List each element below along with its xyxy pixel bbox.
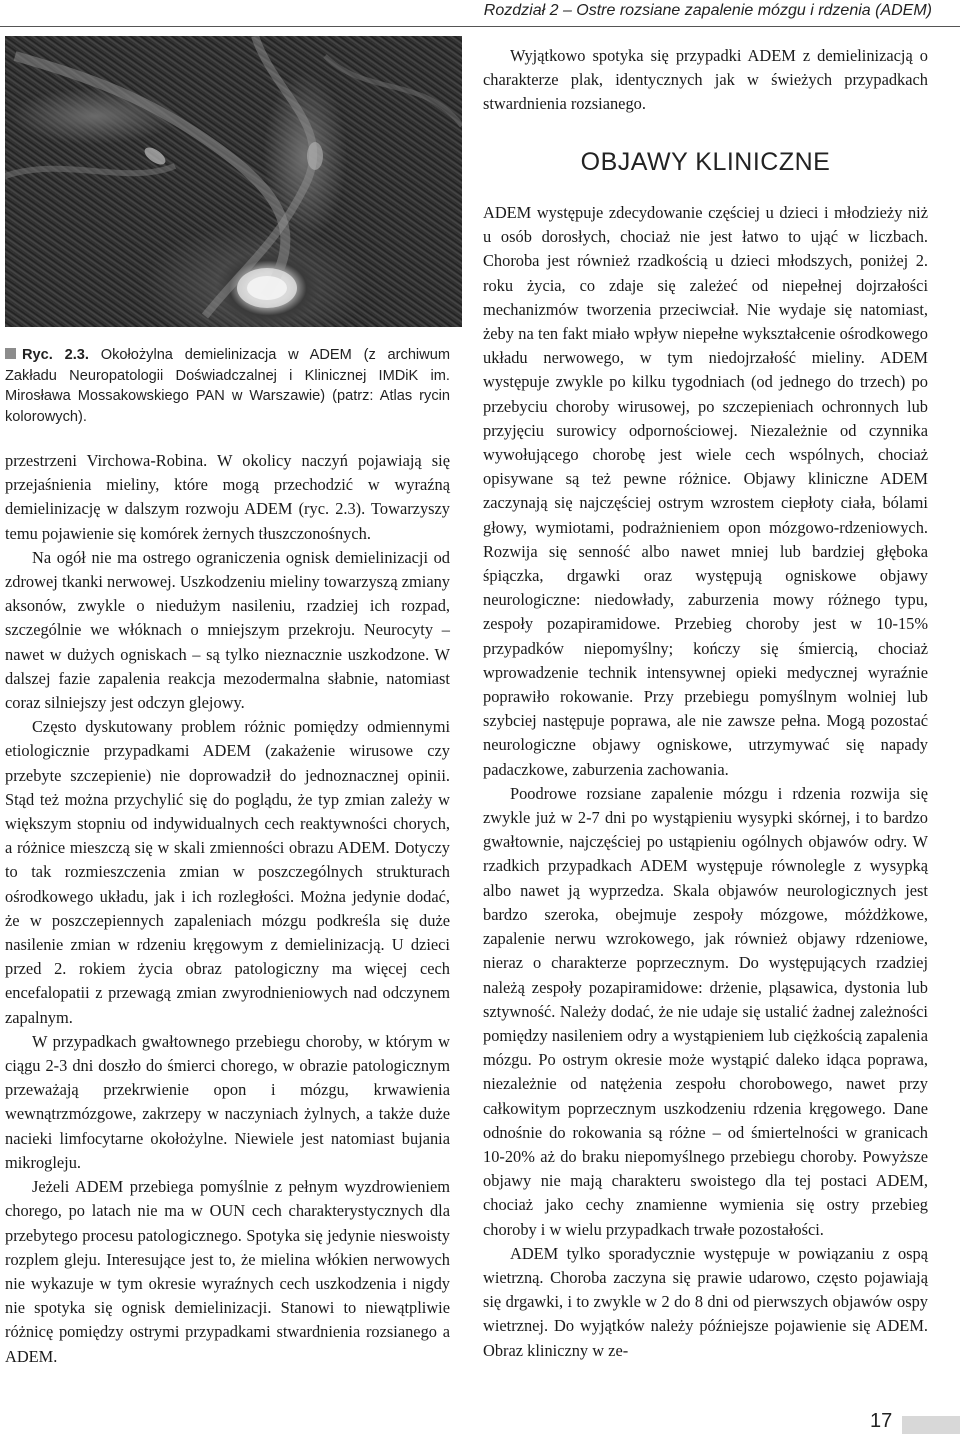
right-top-text <box>483 44 928 117</box>
paragraph: ADEM występuje zdecydowanie częściej u dzieci i młodzieży niż u osób dorosłych, chociaż nie jest łatwo to ująć w liczbach. Choroba jest również rzadkością u dzieci młodszych, poniżej 2. roku życia, co zdaje się zależeć od niepełnej dojrzałości mechanizmów tworzenia przeciwciał. Nie wydaje się natomiast, żeby na ten fakt miało wpływ niepełne wykształcenie ośrodkowego układu nerwowego, w tym niedojrzałość mieliny. ADEM występuje zwykle po kilku tygodniach (od jednego do trzech) po przebyciu choroby wirusowej, po szczepieniach ochronnych lub przyjęciu surowicy odpornościowej. Niezależnie od czynnika wywołującego chorobę jest wiele cech wspólnych, chociaż opisywane są też pewne różnice. Objawy kliniczne ADEM zaczynają się najczęściej ostrym wzrostem ciepłoty ciała, bólami głowy, wymiotami, podrażnieniem opon mózgowo-rdzeniowych. Rozwija się senność albo nawet mniej lub bardziej głęboka śpiączka, drgawki oraz występują ogniskowe objawy neurologiczne: niedowłady, zaburzenia mowy różnego typu, zespoły pozapiramidowe. Przebieg choroby jest w 10-15% przypadków niepomyślny; kończy się śmiercią, chociaż wprowadzenie technik intensywnej opieki medycznej wyraźnie poprawiło rokowanie. Przy przebiegu pomyślnym wolniej lub szybciej następuje poprawa, ale nie zawsze pełna. Mogą pozostać neurologiczne objawy ogniskowe, utrzymywać się napady padaczkowe, zaburzenia zachowania. <box>483 203 928 779</box>
running-header <box>0 0 960 27</box>
page-number: 17 <box>870 1410 893 1432</box>
section-heading: OBJAWY KLINICZNE <box>580 148 831 176</box>
page-number-bar <box>902 1416 960 1434</box>
page-footer <box>870 1410 960 1438</box>
paragraph: W przypadkach gwałtownego przebiegu choroby, w którym w ciągu 2-3 dni doszło do śmierci chorego, w obrazie patologicznym przeważają przekrwienie opon i mózgu, krwawienia wewnątrzmózgowe, zakrzepy w naczyniach żylnych, a także duże nacieki limfocytarne okołożylne. Niewiele jest natomiast bujania mikrogleju. <box>5 1031 450 1172</box>
micrograph-figure <box>5 36 462 327</box>
caption-text: Okołożylna demielinizacja w ADEM (z archiwum Zakładu Neuropatologii Doświadczalnej i Klinicznej IMDiK im. Mirosława Mossakowskiego PAN w Warszawie) (patrz: Atlas rycin kolorowych). <box>5 347 450 425</box>
paragraph: Wyjątkowo spotyka się przypadki ADEM z demielinizacją o charakterze plak, identycznych jak w świeżych przypadkach stwardnienia rozsianego. <box>483 46 928 114</box>
running-title: Rozdział 2 – Ostre rozsiane zapalenie mózgu i rdzenia (ADEM) <box>483 2 932 19</box>
paragraph: Poodrowe rozsiane zapalenie mózgu i rdzenia rozwija się zwykle już w 2-7 dni po wystąpieniu wysypki skórnej, i to bardzo gwałtownie, najczęściej po ustąpieniu ogólnych objawów odry. W rzadkich przypadkach ADEM występuje równolegle z wysypką albo nawet ją wyprzedza. Skala objawów neurologicznych jest bardzo szeroka, obejmuje zespoły mózgowe, móżdżkowe, zapalenie nerwu wzrokowego, jak również objawy rdzeniowe, nieraz o charakterze poprzecznym. Do występujących rzadziej należą zespoły pozapiramidowe: drżenie, pląsawica, dystonia lub sztywność. Należy dodać, że nie udaje się ustalić żadnej zależności pomiędzy nasileniem odry a wystąpieniem lub ciężkością zapalenia mózgu. Po ostrym okresie może wystąpić daleko idąca poprawa, niezależnie od natężenia zespołu chorobowego, nawet przy całkowitym poprzecznym uszkodzeniu rdzenia kręgowego. Dane odnośnie do rokowania są różne – od śmiertelności w granicach 10-20% aż do braku niepomyślnego przebiegu choroby. Powyższe objawy nie mają charakteru swoistego dla tej postaci ADEM, chociaż jako cechy znamienne wymienia się ostry przebieg choroby i w wielu przypadkach trwałe pozostałości. <box>483 783 928 1239</box>
caption-label: Ryc. 2.3. <box>22 347 89 363</box>
left-column <box>5 449 450 1369</box>
caption-marker-square <box>5 348 16 359</box>
right-column <box>483 201 928 1363</box>
figure-caption <box>5 345 450 427</box>
paragraph: przestrzeni Virchowa-Robina. W okolicy naczyń pojawiają się przejaśnienia mieliny, które mogą przechodzić w wyraźną demielinizację w dalszym rozwoju ADEM (ryc. 2.3). Towarzyszy temu pojawienie się komórek żernych tłuszczonośnych. <box>5 451 450 543</box>
micrograph-image <box>5 36 462 327</box>
paragraph: Często dyskutowany problem różnic pomiędzy odmiennymi etiologicznie przypadkami ADEM (zakażenie wirusowe czy przebyte szczepienie) nie doprowadził do jednoznacznej opinii. Stąd też można przychylić się do poglądu, że typ zmian zależy w większym stopniu od indywidualnych cech reaktywności chorych, a różnice mieszczą się w skali zmienności obrazu ADEM. Dotyczy to tak rozmieszczenia zmian w poszczególnych strukturach ośrodkowego układu, jak i ich rozległości. Można jedynie dodać, że w poszczepiennych zapaleniach mózgu podkreśla się duże nasilenie zmian w rdzeniu kręgowym z demielinizacją. U dzieci przed 2. rokiem życia obraz patologiczny ma więcej cech encefalopatii z przewagą zmian zwyrodnieniowych nad odczynem zapalnym. <box>5 717 450 1027</box>
paragraph: Jeżeli ADEM przebiega pomyślnie z pełnym wyzdrowieniem chorego, po latach nie ma w OUN cech charakterystycznych dla przebytego procesu patologicznego. Spotyka się jedynie nieswoisty rozplem gleju. Interesujące jest to, że mielina włókien nerwowych nie wykazuje w tym okresie wyraźnych cech uszkodzenia i nigdy nie spotyka się ognisk demielinizacji. Stanowi to niewątpliwie różnicę pomiędzy ostrymi przypadkami stwardnienia rozsianego a ADEM. <box>5 1177 450 1366</box>
paragraph: ADEM tylko sporadycznie występuje w powiązaniu z ospą wietrzną. Choroba zaczyna się prawie udarowo, często pojawiają się drgawki, i to zwykle w 2 do 8 dni od pierwszych objawów ospy wietrznej. Do wyjątków należy późniejsze pojawienie się ADEM. Obraz kliniczny w ze- <box>483 1243 928 1360</box>
paragraph: Na ogół nie ma ostrego ograniczenia ognisk demielinizacji od zdrowej tkanki nerwowej. Uszkodzeniu mieliny towarzyszą zmiany aksonów, zwykle o niedużym nasileniu, rzadziej ich rozpad, szczególnie we włóknach o mniejszym przekroju. Neurocyty – nawet w dużych ogniskach – są tylko nieznacznie uszkodzone. W dalszej fazie zapalenia reakcja mezodermalna słabnie, natomiast coraz silniejszy jest odczyn glejowy. <box>5 547 450 713</box>
